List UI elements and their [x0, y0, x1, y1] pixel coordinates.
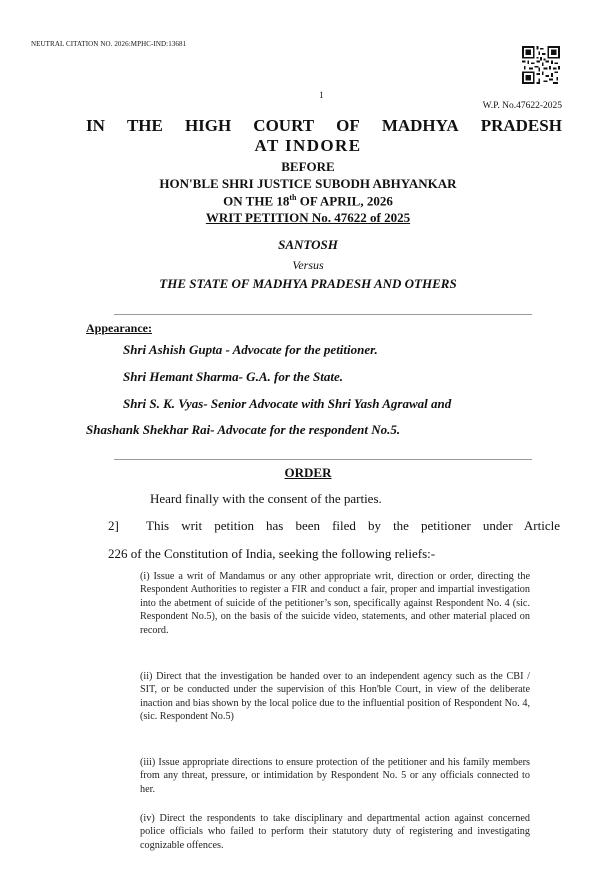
relief-item: (iv) Direct the respondents to take disciplinary and departmental action against concerned police officials who failed to perform their statutory duty of registering and investigating cognizable offences. [140, 813, 530, 851]
date-ordinal: th [289, 193, 297, 202]
neutral-citation: NEUTRAL CITATION NO. 2026:MPHC-IND:13681 [31, 40, 187, 48]
before-heading: BEFORE [281, 159, 335, 174]
appearance-line: Shri Hemant Sharma- G.A. for the State. [123, 369, 343, 384]
court-title-word: IN [86, 116, 105, 135]
order-heading: ORDER [284, 465, 332, 480]
court-title-word: THE [126, 116, 163, 135]
petitioner-name: SANTOSH [278, 237, 338, 252]
court-title-word: COURT [253, 116, 315, 135]
paragraph-text-line: This writ petition has been filed by the petitioner under Article [146, 518, 560, 533]
court-title-word: HIGH [184, 116, 232, 135]
court-title-word: OF [336, 116, 360, 135]
respondent-name: THE STATE OF MADHYA PRADESH AND OTHERS [159, 276, 457, 291]
date-prefix: ON THE 18 [223, 193, 290, 209]
page-number: 1 [319, 90, 324, 100]
divider [114, 314, 532, 315]
court-title-word: MADHYA [381, 116, 459, 135]
appearance-line: Shri Ashish Gupta - Advocate for the petitioner. [123, 342, 378, 357]
relief-item: (ii) Direct that the investigation be handed over to an independent agency such as the CBI / SIT, or be conducted under the supervision of this Hon'ble Court, in view of the deliberate inaction and bias shown by the local police due to the influential position of Respondent No. 4, (sic. Respondent No.5) [140, 671, 530, 723]
relief-item: (i) Issue a writ of Mandamus or any other appropriate writ, direction or order, directing the Respondent Authorities to register a FIR and conduct a fair, proper and impartial investigation into the abetment of suicide of the petitioner’s son, specifically against Respondent No. 4 (sic. Respondent No.5), on the basis of the suicide video, statements, and other material placed on record. [140, 571, 530, 636]
appearance-heading: Appearance: [86, 321, 152, 335]
heard-line: Heard finally with the consent of the parties. [150, 491, 382, 506]
appearance-line: Shashank Shekhar Rai- Advocate for the respondent No.5. [86, 422, 401, 437]
appearance-line: Shri S. K. Vyas- Senior Advocate with Shri Yash Agrawal and [123, 396, 452, 411]
case-reference: W.P. No.47622-2025 [482, 101, 562, 111]
paragraph-text-line: 226 of the Constitution of India, seeking the following reliefs:- [108, 546, 436, 561]
divider [114, 459, 532, 460]
court-title-word: PRADESH [480, 116, 562, 135]
court-title [86, 116, 562, 136]
qr-code-icon [522, 46, 560, 84]
justice-name: HON'BLE SHRI JUSTICE SUBODH ABHYANKAR [159, 176, 457, 191]
hearing-date [0, 193, 616, 209]
writ-petition-number: WRIT PETITION No. 47622 of 2025 [205, 210, 411, 225]
court-bench: AT INDORE [254, 136, 362, 155]
date-suffix: OF APRIL, 2026 [296, 193, 393, 209]
versus-label: Versus [292, 258, 324, 272]
relief-item: (iii) Issue appropriate directions to ensure protection of the petitioner and his family members from any threat, pressure, or intimidation by Respondent No. 5 or any officials connected to her. [140, 757, 530, 795]
paragraph-number: 2] [108, 518, 119, 533]
